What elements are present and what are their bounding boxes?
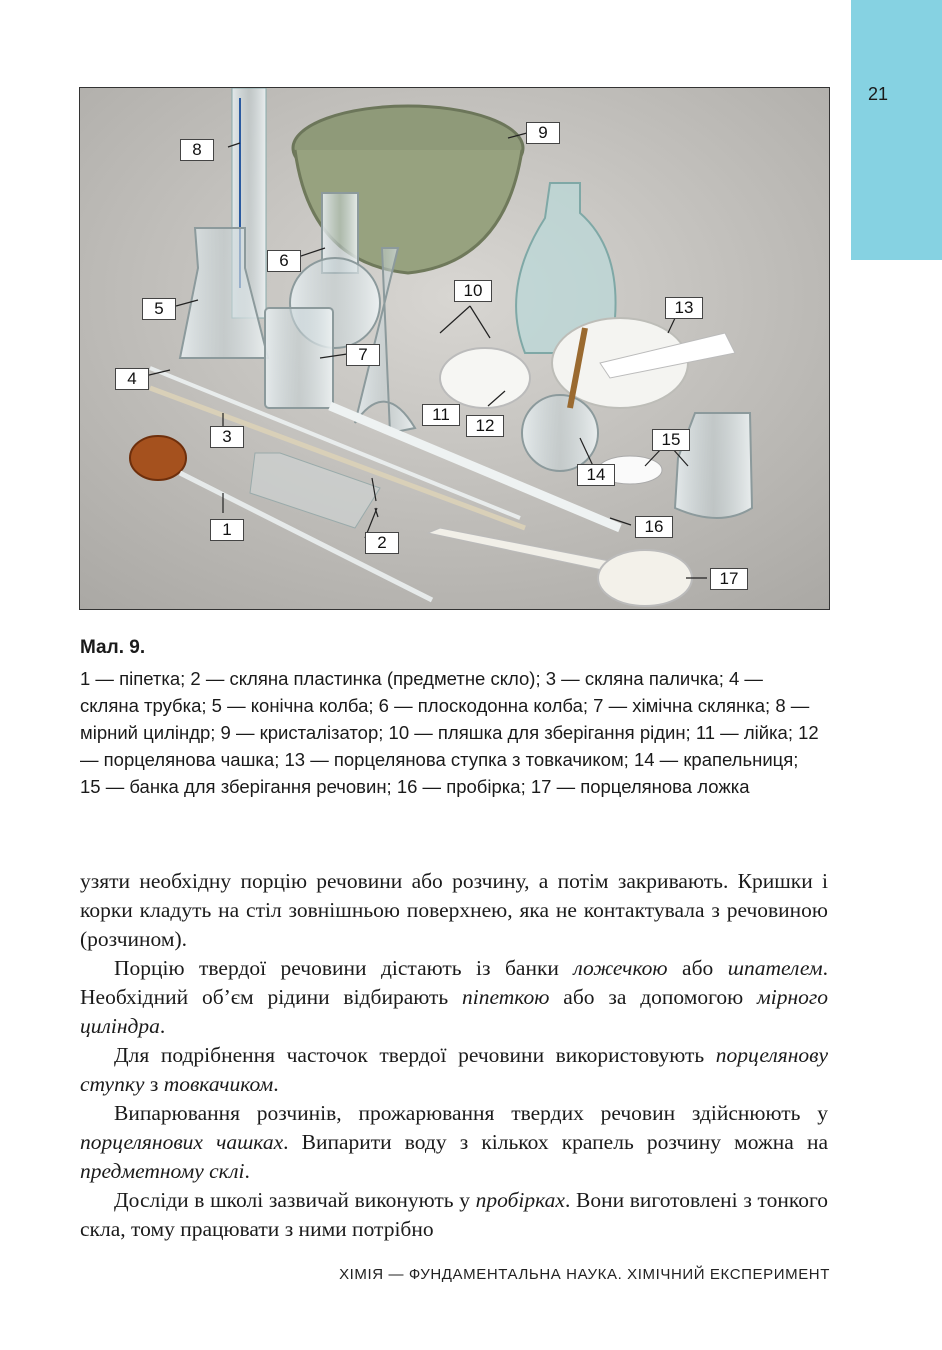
figure-label-15: 15 — [652, 429, 690, 451]
paragraph-5: Досліди в школі зазвичай виконують у пробірках. Вони виготовлені з тонкого скла, тому працювати з ними потрібно — [80, 1188, 828, 1241]
figure-label-7: 7 — [346, 344, 380, 366]
figure-label-10: 10 — [454, 280, 492, 302]
figure-label-6: 6 — [267, 250, 301, 272]
figure-caption-title: Мал. 9. — [80, 637, 146, 658]
figure-label-4: 4 — [115, 368, 149, 390]
running-footer: ХІМІЯ — ФУНДАМЕНТАЛЬНА НАУКА. ХІМІЧНИЙ ЕКСПЕРИМЕНТ — [339, 1266, 830, 1283]
figure-label-1: 1 — [210, 519, 244, 541]
figure-label-5: 5 — [142, 298, 176, 320]
body-text — [80, 867, 828, 1244]
figure-label-16: 16 — [635, 516, 673, 538]
paragraph-1: узяти необхідну порцію речовини або розчину, а потім закривають. Кришки і корки кладуть на стіл зовнішньою поверхнею, яка не контактувала з речовиною (розчином). — [80, 869, 828, 951]
page-number: 21 — [868, 84, 889, 104]
figure-label-11: 11 — [422, 404, 460, 426]
figure-label-8: 8 — [180, 139, 214, 161]
lab-equipment-photo — [79, 87, 830, 610]
figure-label-3: 3 — [210, 426, 244, 448]
figure-label-14: 14 — [577, 464, 615, 486]
page-corner-tab — [851, 0, 942, 260]
figure-caption-text: 1 — піпетка; 2 — скляна пластинка (предметне скло); 3 — скляна паличка; 4 — скляна трубка; 5 — конічна колба; 6 — плоскодонна колба; 7 — хімічна склянка; 8 — мірний циліндр; 9 — кристалізатор; 10 — пляшка для зберігання рідин; 11 — лійка; 12 — порцелянова чашка; 13 — порцелянова ступка з товкачиком; 14 — крапельниця; 15 — банка для зберігання речовин; 16 — пробірка; 17 — порцелянова ложка — [80, 668, 819, 797]
paragraph-4: Випарювання розчинів, прожарювання твердих речовин здійснюють у порцелянових чашках. Випарити воду з кількох крапель розчину можна на предметному склі. — [80, 1101, 828, 1183]
figure-label-9: 9 — [526, 122, 560, 144]
paragraph-2: Порцію твердої речовини дістають із банки ложечкою або шпателем. Необхідний об’єм рідини відбирають піпеткою або за допомогою мірного циліндра. — [80, 956, 828, 1038]
figure-label-2: 2 — [365, 532, 399, 554]
lab-equipment-illustration — [80, 88, 829, 609]
paragraph-3: Для подрібнення часточок твердої речовини використовують порцелянову ступку з товкачиком. — [80, 1043, 828, 1096]
figure-label-12: 12 — [466, 415, 504, 437]
figure-label-17: 17 — [710, 568, 748, 590]
figure-label-13: 13 — [665, 297, 703, 319]
